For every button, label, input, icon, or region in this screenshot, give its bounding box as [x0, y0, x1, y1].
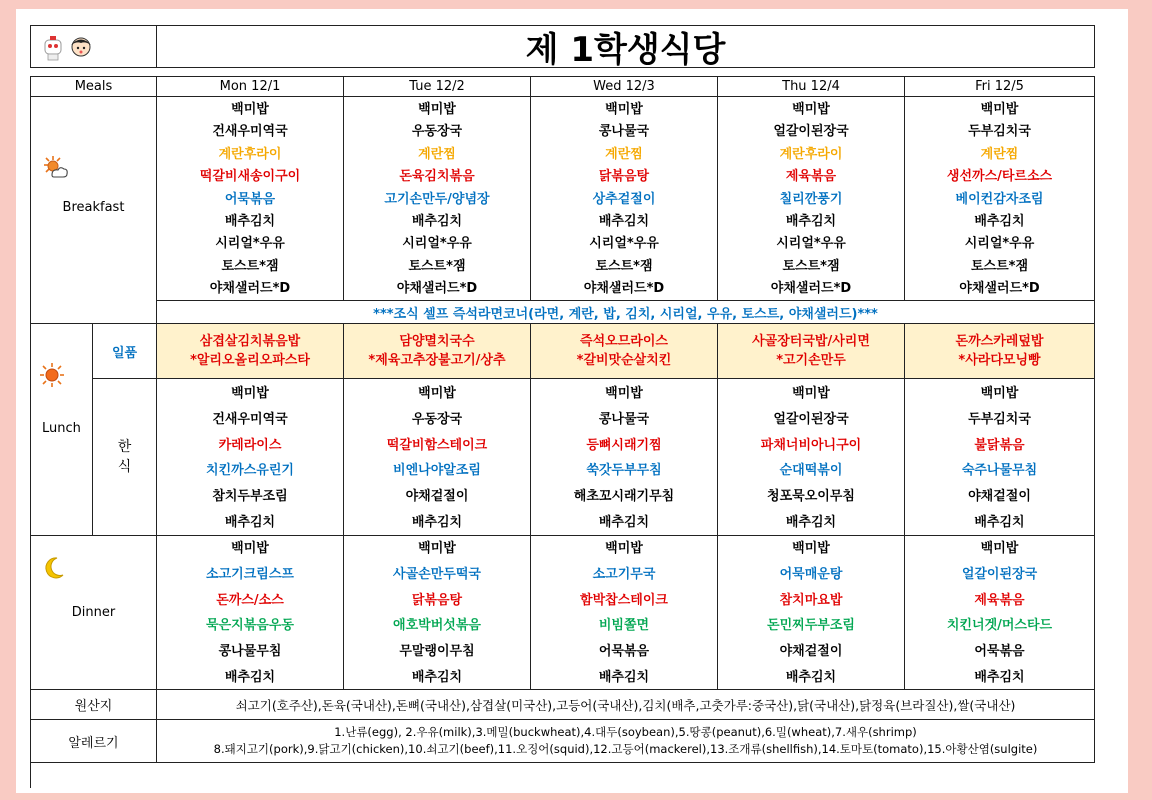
lunch-special-thu [717, 323, 905, 379]
menu-item: 돈육김치볶음 [399, 169, 475, 185]
menu-item: 닭볶음탕 [598, 169, 650, 185]
menu-item: 백미밥 [792, 541, 830, 556]
menu-item: 배추김치 [411, 214, 463, 230]
dinner-label: Dinner [71, 604, 116, 620]
lunch-label-cell [30, 323, 93, 536]
menu-item: 백미밥 [418, 102, 456, 117]
menu-item: 얼갈이된장국 [961, 566, 1038, 582]
menu-sheet [16, 9, 1128, 793]
menu-item: 계란후라이 [779, 146, 843, 162]
menu-item: 치킨까스유린기 [206, 463, 294, 479]
breakfast-mon-menu [156, 99, 344, 301]
menu-item: 백미밥 [980, 386, 1019, 401]
menu-item: 배추김치 [224, 669, 276, 685]
menu-item: 계란찜 [605, 146, 643, 162]
lunch-special-mon-main: 삼겹살김치볶음밥 [199, 334, 301, 349]
origin-text: 쇠고기(호주산),돈육(국내산),돈뼈(국내산),삼겹살(미국산),고등어(국내산),김치(배추,고춧가루:중국산),닭(국내산),닭정육(브라질산),쌀(국내산) [156, 689, 1095, 720]
dinner-label-cell [30, 535, 157, 690]
menu-item: 돈까스/소스 [216, 592, 284, 608]
lunch-special-wed-side: *갈비맛순살치킨 [576, 353, 672, 368]
menu-item: 배추김치 [411, 669, 463, 685]
dinner-mon-menu [156, 536, 344, 691]
menu-item: 무말랭이무침 [399, 644, 475, 660]
menu-item: 참치두부조림 [212, 489, 288, 505]
menu-item: 배추김치 [598, 514, 650, 530]
dinner-fri-menu [904, 536, 1095, 691]
lunch-special-thu-main: 사골장터국밥/사리면 [752, 334, 870, 349]
lunch-special-mon-side: *알리오올리오파스타 [190, 353, 310, 368]
menu-item: 계란찜 [980, 146, 1019, 162]
menu-item: 얼갈이된장국 [773, 124, 849, 140]
menu-item: 야채샐러드*D [770, 281, 852, 297]
day-header-tue: Tue 12/2 [343, 76, 531, 97]
menu-item: 닭볶음탕 [411, 592, 463, 608]
menu-item: 배추김치 [411, 514, 463, 530]
menu-item: 상추겉절이 [592, 191, 656, 207]
menu-item: 배추김치 [598, 214, 650, 230]
menu-item: 카레라이스 [218, 437, 282, 453]
menu-item: 콩나물무침 [218, 644, 282, 660]
menu-item: 백미밥 [231, 386, 269, 401]
page-title: 제 1학생식당 [156, 25, 1095, 68]
sun-icon [39, 362, 65, 388]
menu-item: 함박찹스테이크 [580, 592, 668, 608]
menu-item: 제육볶음 [785, 169, 837, 185]
menu-item: 계란후라이 [218, 146, 282, 162]
menu-item: 어묵볶음 [598, 644, 650, 660]
day-header-thu: Thu 12/4 [717, 76, 905, 97]
lunch-tue-menu [343, 381, 531, 536]
menu-item: 파채너비아니구이 [760, 437, 862, 453]
menu-item: 떡갈비함스테이크 [386, 437, 488, 453]
menu-item: 두부김치국 [968, 411, 1031, 427]
menu-item: 백미밥 [605, 541, 643, 556]
menu-item: 백미밥 [418, 541, 456, 556]
lunch-special-thu-side: *고기손만두 [776, 353, 846, 368]
breakfast-label: Breakfast [62, 199, 125, 215]
menu-item: 야채겉절이 [405, 489, 469, 505]
lunch-fri-menu [904, 381, 1095, 536]
lunch-label: Lunch [42, 420, 81, 436]
lunch-special-tue-main: 담양멸치국수 [399, 334, 475, 349]
dinner-tue-menu [343, 536, 531, 691]
menu-item: 백미밥 [418, 386, 456, 401]
day-header-mon: Mon 12/1 [156, 76, 344, 97]
lunch-mon-menu [156, 381, 344, 536]
dinner-thu-menu [717, 536, 905, 691]
menu-item: 건새우미역국 [212, 411, 288, 427]
menu-item: 콩나물국 [598, 411, 650, 427]
menu-item: 야채겉절이 [968, 489, 1031, 505]
lunch-special-fri [904, 323, 1095, 379]
menu-item: 배추김치 [974, 514, 1025, 530]
menu-item: 제육볶음 [974, 592, 1025, 608]
menu-item: 숙주나물무침 [961, 463, 1038, 479]
mascot-logo-icon [41, 34, 97, 62]
menu-item: 돈민찌두부조림 [767, 618, 855, 634]
allergy-label: 알레르기 [30, 719, 157, 763]
lunch-special-wed [530, 323, 718, 379]
day-header-wed: Wed 12/3 [530, 76, 718, 97]
menu-item: 우동장국 [411, 411, 463, 427]
menu-item: 백미밥 [980, 541, 1019, 556]
menu-item: 시리얼*우유 [215, 236, 285, 252]
menu-item: 배추김치 [974, 669, 1025, 685]
menu-item: 우동장국 [411, 124, 463, 140]
menu-item: 토스트*잼 [221, 258, 279, 274]
meals-header: Meals [30, 76, 157, 97]
menu-item: 백미밥 [792, 386, 830, 401]
menu-item: 등뼈시래기찜 [586, 437, 662, 453]
special-menu-label: 일품 [92, 323, 157, 379]
lunch-wed-menu [530, 381, 718, 536]
breakfast-label-cell [30, 96, 157, 324]
menu-item: 순대떡볶이 [779, 463, 843, 479]
menu-item: 토스트*잼 [408, 258, 466, 274]
menu-item: 계란찜 [418, 146, 456, 162]
menu-item: 배추김치 [785, 214, 837, 230]
lunch-special-wed-main: 즉석오므라이스 [580, 334, 668, 349]
menu-item: 토스트*잼 [595, 258, 653, 274]
menu-item: 야채샐러드*D [959, 281, 1040, 297]
menu-item: 건새우미역국 [212, 124, 288, 140]
menu-item: 얼갈이된장국 [773, 411, 849, 427]
menu-item: 시리얼*우유 [402, 236, 472, 252]
menu-item: 배추김치 [224, 514, 276, 530]
menu-item: 묵은지볶음우동 [206, 618, 294, 634]
breakfast-tue-menu [343, 99, 531, 301]
menu-item: 배추김치 [974, 214, 1025, 230]
korean-menu-label: 한 식 [117, 439, 132, 475]
menu-item: 배추김치 [598, 669, 650, 685]
lunch-special-fri-side: *사라다모닝빵 [958, 353, 1041, 368]
menu-item: 콩나물국 [598, 124, 650, 140]
empty-footer-cell [30, 762, 157, 788]
lunch-thu-menu [717, 381, 905, 536]
menu-item: 배추김치 [224, 214, 276, 230]
menu-item: 백미밥 [605, 102, 643, 117]
breakfast-wed-menu [530, 99, 718, 301]
menu-item: 치킨너겟/머스타드 [946, 618, 1053, 634]
menu-item: 비빔쫄면 [598, 618, 650, 634]
menu-item: 어묵볶음 [224, 191, 276, 207]
lunch-special-tue-side: *제육고추장불고기/상추 [368, 353, 506, 368]
menu-item: 쑥갓두부무침 [586, 463, 662, 479]
lunch-special-tue [343, 323, 531, 379]
allergy-line-2: 8.돼지고기(pork),9.닭고기(chicken),10.쇠고기(beef),11.오징어(squid),12.고등어(mackerel),13.조개류(shellfish),14.토마토(tomato),15.아황산염(sulgite) [213, 742, 1038, 756]
menu-item: 백미밥 [231, 102, 269, 117]
menu-item: 배추김치 [785, 514, 837, 530]
menu-item: 어묵매운탕 [779, 566, 843, 582]
menu-item: 백미밥 [792, 102, 830, 117]
breakfast-self-corner-note: ***조식 셀프 즉석라면코너(라면, 계란, 밥, 김치, 시리얼, 우유, 토스트, 야채샐러드)*** [156, 300, 1095, 324]
menu-item: 두부김치국 [968, 124, 1031, 140]
allergy-info [156, 719, 1095, 763]
menu-item: 고기손만두/양념장 [384, 191, 490, 207]
menu-item: 야채샐러드*D [209, 281, 291, 297]
menu-item: 애호박버섯볶음 [393, 618, 481, 634]
menu-item: 청포묵오이무침 [767, 489, 855, 505]
menu-item: 소고기크림스프 [206, 566, 294, 582]
menu-item: 토스트*잼 [970, 258, 1029, 274]
menu-item: 칠리깐풍기 [779, 191, 843, 207]
sun-cloud-icon [41, 155, 69, 181]
menu-item: 야채겉절이 [779, 644, 843, 660]
menu-item: 배추김치 [785, 669, 837, 685]
menu-item: 백미밥 [605, 386, 643, 401]
menu-item: 시리얼*우유 [776, 236, 846, 252]
lunch-special-fri-main: 돈까스카레덮밥 [955, 334, 1044, 349]
moon-icon [43, 556, 65, 580]
menu-item: 백미밥 [231, 541, 269, 556]
menu-item: 어묵볶음 [974, 644, 1025, 660]
day-header-fri: Fri 12/5 [904, 76, 1095, 97]
menu-item: 참치마요밥 [779, 592, 843, 608]
menu-item: 떡갈비새송이구이 [199, 169, 301, 185]
menu-item: 사골손만두떡국 [393, 566, 481, 582]
menu-item: 시리얼*우유 [589, 236, 659, 252]
menu-item: 시리얼*우유 [964, 236, 1035, 252]
menu-item: 백미밥 [980, 102, 1019, 117]
menu-item: 비엔나야알조림 [393, 463, 481, 479]
korean-menu-label-cell [92, 378, 157, 536]
menu-item: 토스트*잼 [782, 258, 840, 274]
lunch-special-mon [156, 323, 344, 379]
origin-label: 원산지 [30, 689, 157, 720]
menu-item: 베이컨감자조림 [955, 191, 1044, 207]
menu-item: 불닭볶음 [974, 437, 1025, 453]
menu-item: 소고기무국 [592, 566, 656, 582]
menu-item: 야채샐러드*D [396, 281, 478, 297]
menu-item: 생선까스/타르소스 [946, 169, 1053, 185]
menu-item: 야채샐러드*D [583, 281, 665, 297]
allergy-line-1: 1.난류(egg), 2.우유(milk),3.메밀(buckwheat),4.대두(soybean),5.땅콩(peanut),6.밀(wheat),7.새우(shrimp) [334, 725, 917, 739]
menu-item: 해초꼬시래기무침 [573, 489, 675, 505]
logo-cell [30, 25, 157, 68]
dinner-wed-menu [530, 536, 718, 691]
breakfast-thu-menu [717, 99, 905, 301]
breakfast-fri-menu [904, 99, 1095, 301]
